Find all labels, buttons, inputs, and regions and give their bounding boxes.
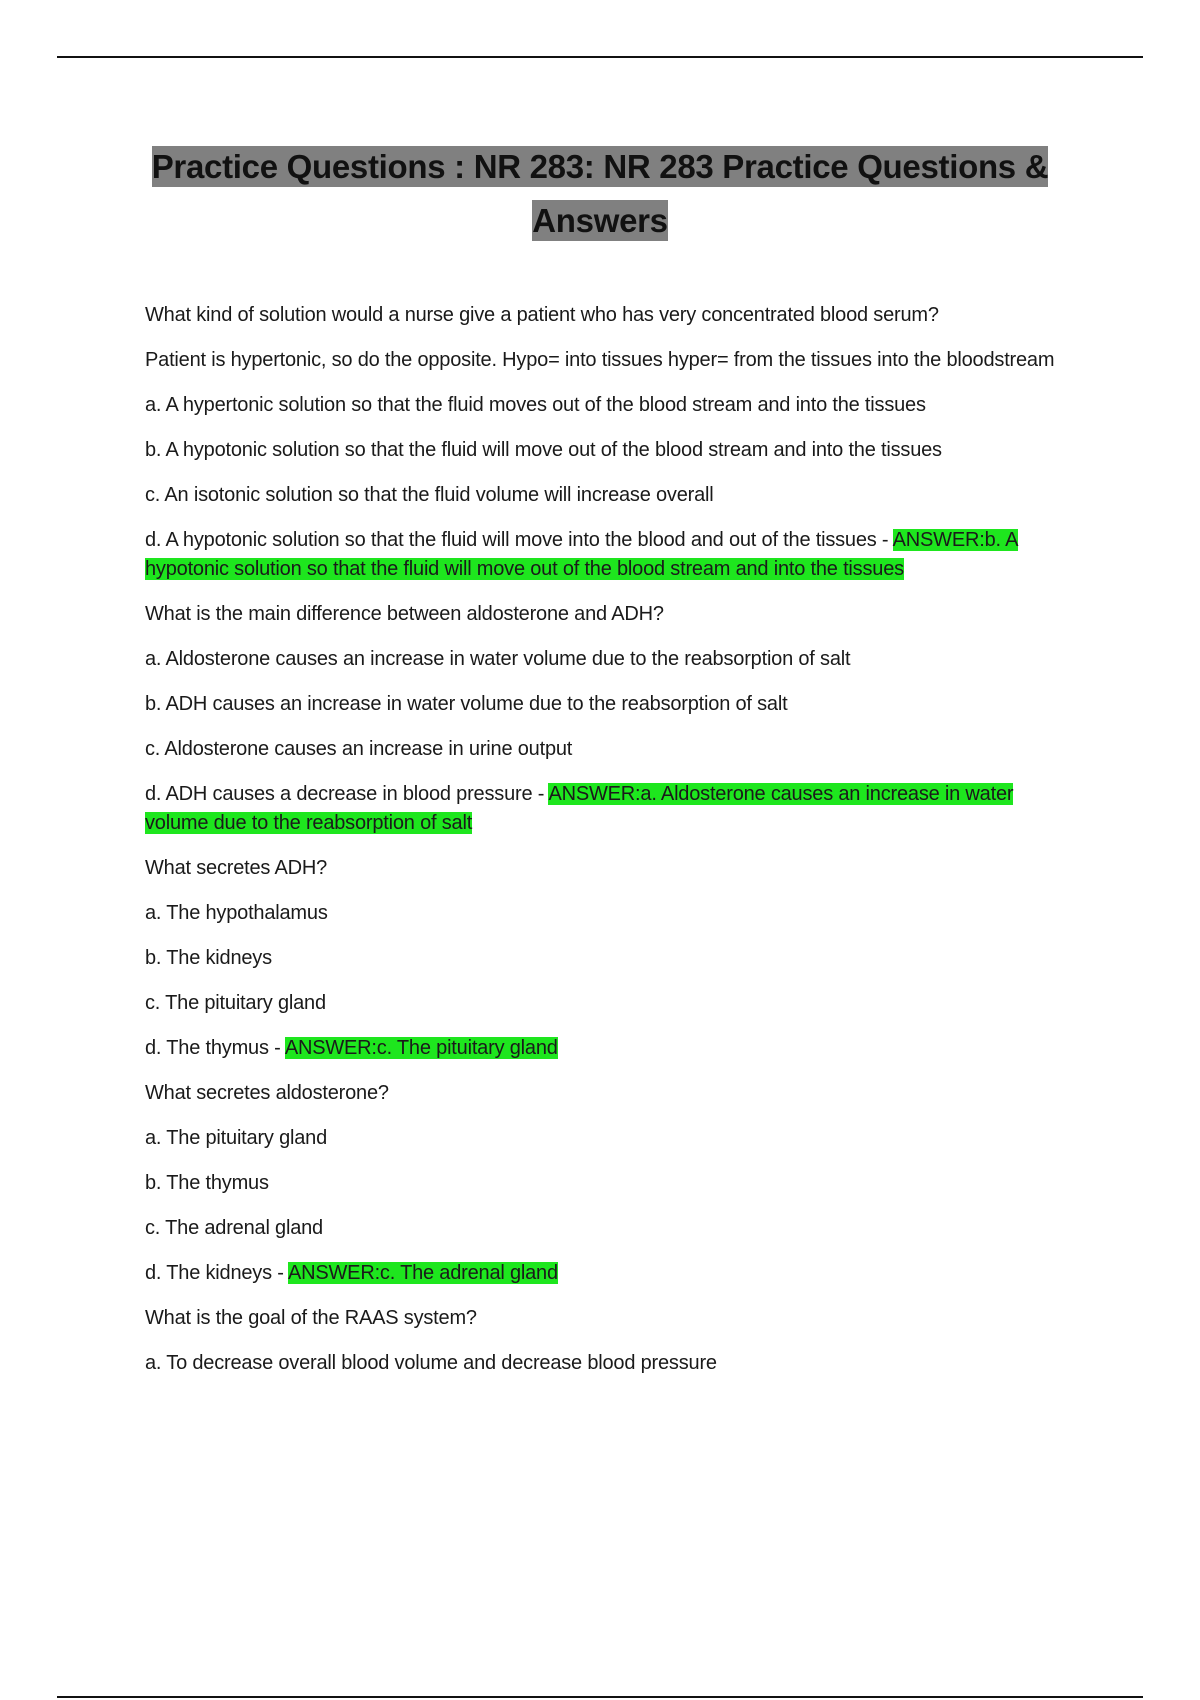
answer-option: b. ADH causes an increase in water volume due to the reabsorption of salt [145,693,788,715]
answer-option: c. The adrenal gland [145,1217,323,1239]
answer-option-with-key [145,1259,1065,1288]
answer-key: ANSWER:b. A hypotonic solution so that the fluid will move out of the blood stream and into the tissues [145,529,1019,580]
answer-key: ANSWER:c. The pituitary gland [284,1037,558,1059]
title-block [100,143,1100,251]
answer-option: d. A hypotonic solution so that the fluid will move into the blood and out of the tissues - [145,529,893,551]
question-prompt: What secretes ADH? [145,857,328,879]
document-title: Practice Questions : NR 283: NR 283 Practice Questions & Answers [151,148,1049,239]
answer-option: b. A hypotonic solution so that the fluid will move out of the blood stream and into the tissues [145,439,942,461]
answer-option-with-key [145,526,1065,584]
answer-option: a. To decrease overall blood volume and decrease blood pressure [145,1352,717,1374]
footer-rule [57,1696,1143,1698]
answer-option: c. An isotonic solution so that the fluid volume will increase overall [145,484,714,506]
answer-option: c. The pituitary gland [145,992,326,1014]
question-prompt: What kind of solution would a nurse give a patient who has very concentrated blood serum? [145,304,939,326]
document-body [145,301,1065,1394]
answer-option: a. The pituitary gland [145,1127,328,1149]
question-prompt: What is the main difference between aldosterone and ADH? [145,603,664,625]
answer-option: a. The hypothalamus [145,902,328,924]
answer-option: b. The thymus [145,1172,269,1194]
answer-option-with-key [145,1034,1065,1063]
answer-option: d. The thymus - [145,1037,285,1059]
header-rule [57,56,1143,58]
answer-option: d. ADH causes a decrease in blood pressure - [145,783,549,805]
answer-option: b. The kidneys [145,947,272,969]
question-prompt: What is the goal of the RAAS system? [145,1307,477,1329]
answer-option: c. Aldosterone causes an increase in urine output [145,738,573,760]
answer-key: ANSWER:a. Aldosterone causes an increase in water volume due to the reabsorption of salt [145,783,1014,834]
answer-option: d. The kidneys - [145,1262,288,1284]
question-prompt: What secretes aldosterone? [145,1082,389,1104]
answer-key: ANSWER:c. The adrenal gland [287,1262,558,1284]
answer-option: a. Aldosterone causes an increase in water volume due to the reabsorption of salt [145,648,851,670]
question-note: Patient is hypertonic, so do the opposite. Hypo= into tissues hyper= from the tissues into the bloodstream [145,349,1055,371]
answer-option-with-key [145,780,1065,838]
answer-option: a. A hypertonic solution so that the fluid moves out of the blood stream and into the tissues [145,394,926,416]
